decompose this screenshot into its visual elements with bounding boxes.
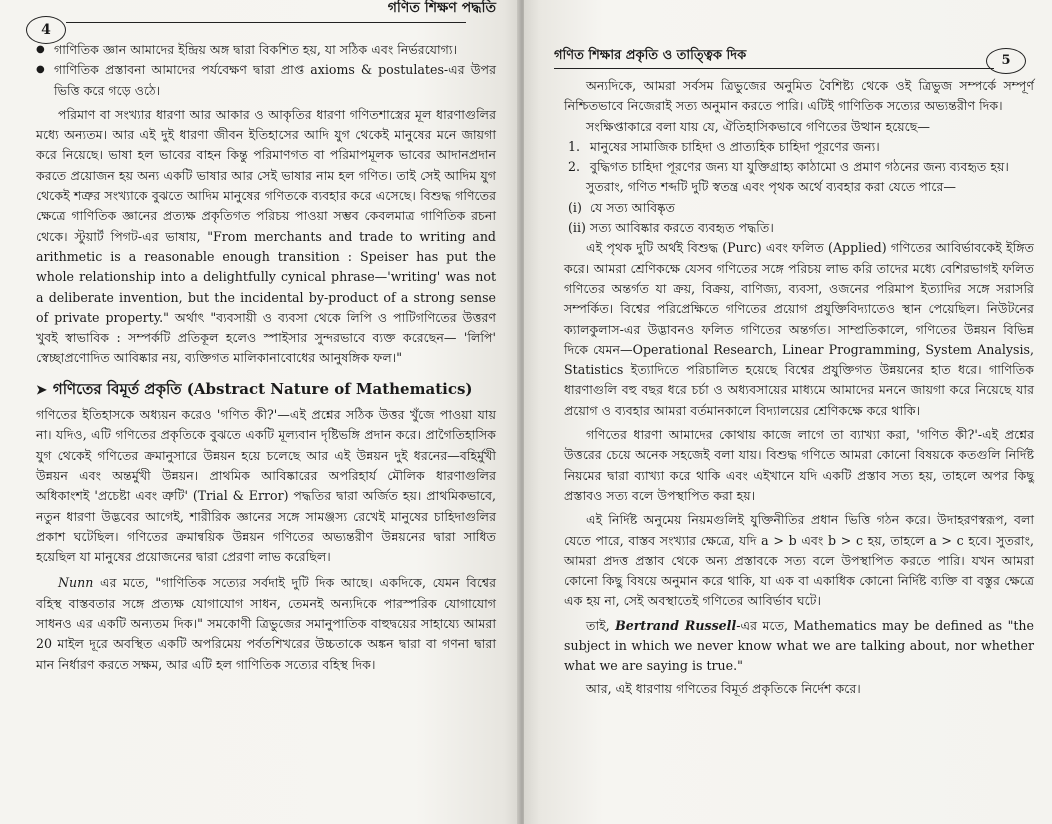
left-page — [0, 0, 520, 824]
paragraph: পরিমাণ বা সংখ্যার ধারণা আর আকার ও আকৃতির ধারণা গণিতশাস্ত্রের মূল ধারণাগুলির মধ্যে অন্যতম। আর এই দুই ধারণা জীবন ইতিহাসের আদি যুগ থেকেই মানুষের মনে জায়গা করে নিয়েছে। ভাষা হল ভাবের বাহন কিন্তু পরিমাণগত বা পরিমাপমূলক ভাবের আদানপ্রদান করতে প্রয়োজন হয় অন্য একটি ভাষার আর সেই ভাষার নাম হল গণিত। তাই সেই আদিম যুগ থেকেই শত্রুর সংখ্যাকে বুঝতে আদিম মানুষের গণিতকে ব্যবহার করে এসেছে। বিশুদ্ধ গণিতের ক্ষেত্রে গাণিতিক জ্ঞানের প্রত্যক্ষ প্রকৃতিগত পরিচয় পাওয়া সম্ভব কেবলমাত্র গাণিতিক রচনা থেকে। স্টুয়ার্ট পিগট-এর ভাষায়, "From merchants and trade to writing and arithmetic is a reasonable enough transition : Speiser has put the whole relationship into a delightfully cynical phrase—'writing' was not a deliberate invention, but the incidental by-product of a strong sense of private property." অর্থাৎ "ব্যবসায়ী ও ব্যবসা থেকে লিপি ও পাটিগণিতের উত্তরণ খুবই স্বাভাবিক : সম্পর্কটি প্রতিকূল হলেও স্পাইসার সুন্দরভাবে ব্যক্ত করেছেন— 'লিপি' স্বেচ্ছাপ্রণোদিত আবিষ্কার নয়, ব্যক্তিগত মালিকানাবোধের আনুষঙ্গিক ফল।" — [36, 106, 496, 366]
paragraph: সুতরাং, গণিত শব্দটি দুটি স্বতন্ত্র এবং পৃথক অর্থে ব্যবহার করা যেতে পারে— — [586, 179, 956, 195]
author-name: Nunn — [58, 575, 94, 591]
left-page-body — [36, 40, 496, 675]
right-page-body — [564, 76, 1034, 699]
paragraph: তাই, Bertrand Russell-এর মতে, Mathematics may be defined as "the subject in which we never know what we are talking about, nor whether what we are saying is true." — [564, 617, 1034, 674]
running-head: গণিত শিক্ষণ পদ্ধতি — [387, 0, 496, 16]
arrow-bullet-icon: ➤ — [36, 382, 47, 398]
heading-bengali: গণিতের বিমূর্ত প্রকৃতি — [52, 379, 182, 398]
page-number: 4 — [26, 16, 66, 44]
list-item: (i) যে সত্য আবিষ্কৃত — [568, 199, 675, 215]
page-number: 5 — [986, 48, 1026, 74]
paragraph: এই পৃথক দুটি অর্থই বিশুদ্ধ (Purc) এবং ফলিত (Applied) গণিতের আবির্ভাবকেই ইঙ্গিত করে। আমরা শ্রেণিকক্ষে যেসব গণিতের সঙ্গে পরিচয় লাভ করি তাদের মধ্যে বেশিরভাগই ফলিত গণিতের অন্তর্গত যা ক্রয়, বিক্রয়, বাণিজ্য, ব্যবসা, ওজনের পরিমাপ ইত্যাদির সঙ্গে সরাসরি সম্পর্কিত। বিশ্বের পরিপ্রেক্ষিতে গণিতের প্রয়োগ প্রযুক্তিবিদ্যাতেও স্থান পেয়েছিল। নিউটনের ক্যালকুলাস-এর উদ্ভাবনও ফলিত গণিতের অন্তর্গত। সাম্প্রতিকালে, গণিতের উন্নয়ন বিভিন্ন দিকে যেমন—Operational Research, Linear Programming, System Analysis, Statistics ইত্যাদিতে পরিচালিত হয়েছে বিশ্বের প্রযুক্তিগত উন্নয়নের হাত ধরে। গাণিতিক ধারণাগুলি বহু বছর ধরে চর্চা ও অধ্যবসায়ের মাধ্যমে আমাদের মননে জায়গা করে নিয়েছে যার প্রয়োগ ও ব্যবহার আমরা বর্তমানকালে বিদ্যালয়ের শ্রেণিকক্ষে করে থাকি। — [564, 240, 1034, 418]
paragraph: অন্যদিকে, আমরা সর্বসম ত্রিভুজের অনুমিত বৈশিষ্ট্য থেকে ওই ত্রিভুজ সম্পর্কে সম্পূর্ণ নিশ্চিতভাবে নিজেরাই সত্য অনুমান করতে পারি। এটিই গাণিতিক সত্যের অভ্যন্তরীণ দিক। — [564, 78, 1034, 114]
list-item: 1. মানুষের সামাজিক চাহিদা ও প্রাত্যহিক চাহিদা পূরণের জন্য। — [568, 138, 880, 154]
right-page-header — [554, 42, 1034, 72]
section-heading — [36, 379, 496, 401]
bullet-item: ● গাণিতিক প্রস্তাবনা আমাদের পর্যবেক্ষণ দ্বারা প্রাপ্ত axioms & postulates-এর উপর ভিত্তি করে গড়ে ওঠে। — [36, 60, 496, 101]
header-rule — [66, 22, 466, 23]
left-page-header — [26, 0, 506, 38]
author-name: Bertrand Russell — [615, 617, 737, 633]
right-page — [524, 0, 1052, 824]
header-rule — [554, 68, 994, 69]
list-item: 2. বুদ্ধিগত চাহিদা পূরণের জন্য যা যুক্তিগ্রাহ্য কাঠামো ও প্রমাণ গঠনের জন্য ব্যবহৃত হয়। — [568, 159, 1009, 175]
paragraph: গণিতের ইতিহাসকে অধ্যয়ন করেও 'গণিত কী?'—এই প্রশ্নের সঠিক উত্তর খুঁজে পাওয়া যায় না। যদিও, এটি গণিতের প্রকৃতিকে বুঝতে একটি মূল্যবান দৃষ্টিভঙ্গি প্রদান করে। প্রাগৈতিহাসিক যুগ থেকেই গণিতের ক্রমানুসারে উন্নয়ন হয়ে চলেছে আর এই উন্নয়ন দুই ধরনের—বহির্মুখী উন্নয়ন এবং অন্তর্মুখী উন্নয়ন। প্রাথমিক আবিষ্কারের অপরিহার্য মৌলিক ধারণাগুলির অধিকাংশই 'প্রচেষ্টা এবং ত্রুটি' (Trial & Error) পদ্ধতির দ্বারা অর্জিত হয়। প্রাথমিকভাবে, নতুন ধারণা উদ্ভবের আগেই, শারীরিক জ্ঞানের সঙ্গে সামঞ্জস্য রেখেই মানুষের চাহিদাগুলির প্রকাশ ঘটেছিল। গণিতের ক্রমান্বয়িক উন্নয়ন গণিতের অভ্যন্তরীণ উন্নয়নের দ্বারা সাধিত হয়েছিল যা মানুষের প্রয়োজনের দ্বারা প্রেরণা লাভ করেছিল। — [36, 407, 496, 565]
paragraph: আর, এই ধারণায় গণিতের বিমূর্ত প্রকৃতিকে নির্দেশ করে। — [586, 680, 861, 696]
paragraph: এই নির্দিষ্ট অনুমেয় নিয়মগুলিই যুক্তিনীতির প্রধান ভিত্তি গঠন করে। উদাহরণস্বরূপ, বলা যেতে পারে, বাস্তব সংখ্যার ক্ষেত্রে, যদি a > b এবং b > c হয়, তাহলে a > c হবে। সুতরাং, আমরা প্রদত্ত প্রস্তাব থেকে অন্য প্রস্তাবকে সত্য বলে উপস্থাপিত করতে পারি। যখন আমরা কোনো কিছু বিষয়ে অনুমান করে থাকি, যা এক বা একাধিক কোনো নির্দিষ্ট ব্যক্তি বা বস্তুর ক্ষেত্রে এক হয় না, সেই অবস্থাতেই গণিতের আবির্ভাব ঘটে। — [564, 512, 1034, 609]
running-head: গণিত শিক্ষার প্রকৃতি ও তাত্ত্বিক দিক — [554, 48, 747, 63]
paragraph: গণিতের ধারণা আমাদের কোথায় কাজে লাগে তা ব্যাখ্যা করা, 'গণিত কী?'-এই প্রশ্নের উত্তরের চেয়ে অনেক সহজেই বলা যায়। বিশুদ্ধ গণিতে আমরা কোনো বিষয়কে কতগুলি নির্দিষ্ট নিয়মের দ্বারা ব্যাখ্যা করে থাকি এবং এইখানে যদি একটি প্রস্তাব সত্য হয়, তাহলে অপর কিছু প্রস্তাবও সত্য বলে উপস্থাপিত করা হয়। — [564, 427, 1034, 503]
paragraph: Nunn এর মতে, "গাণিতিক সত্যের সর্বদাই দুটি দিক আছে। একদিকে, যেমন বিশ্বের বহিস্থ বাস্তবতার সঙ্গে প্রত্যক্ষ যোগাযোগ সাধন, তেমনই অন্যদিকে পারস্পরিক যোগাযোগ সাধনও এর একটি অন্যতম দিক।" সমকোণী ত্রিভুজের সমানুপাতিক বাহুদ্বয়ের সাহায্যে আমরা 20 মাইল দূরে অবস্থিত একটি অপরিমেয় পর্বতশিখরের উচ্চতাকে অঙ্কন দ্বারা বা গণনা দ্বারা মান নির্ধারণ করতে সক্ষম, আর এটি হল গাণিতিক সত্যের বহিস্থ দিক। — [36, 575, 496, 672]
list-item: (ii) সত্য আবিষ্কার করতে ব্যবহৃত পদ্ধতি। — [568, 220, 774, 236]
heading-english: (Abstract Nature of Mathematics) — [186, 379, 473, 398]
bullet-item: ● গাণিতিক জ্ঞান আমাদের ইন্দ্রিয় অঙ্গ দ্বারা বিকশিত হয়, যা সঠিক এবং নির্ভরযোগ্য। — [36, 40, 496, 60]
paragraph: সংক্ষিপ্তাকারে বলা যায় যে, ঐতিহাসিকভাবে গণিতের উত্থান হয়েছে— — [586, 118, 930, 134]
